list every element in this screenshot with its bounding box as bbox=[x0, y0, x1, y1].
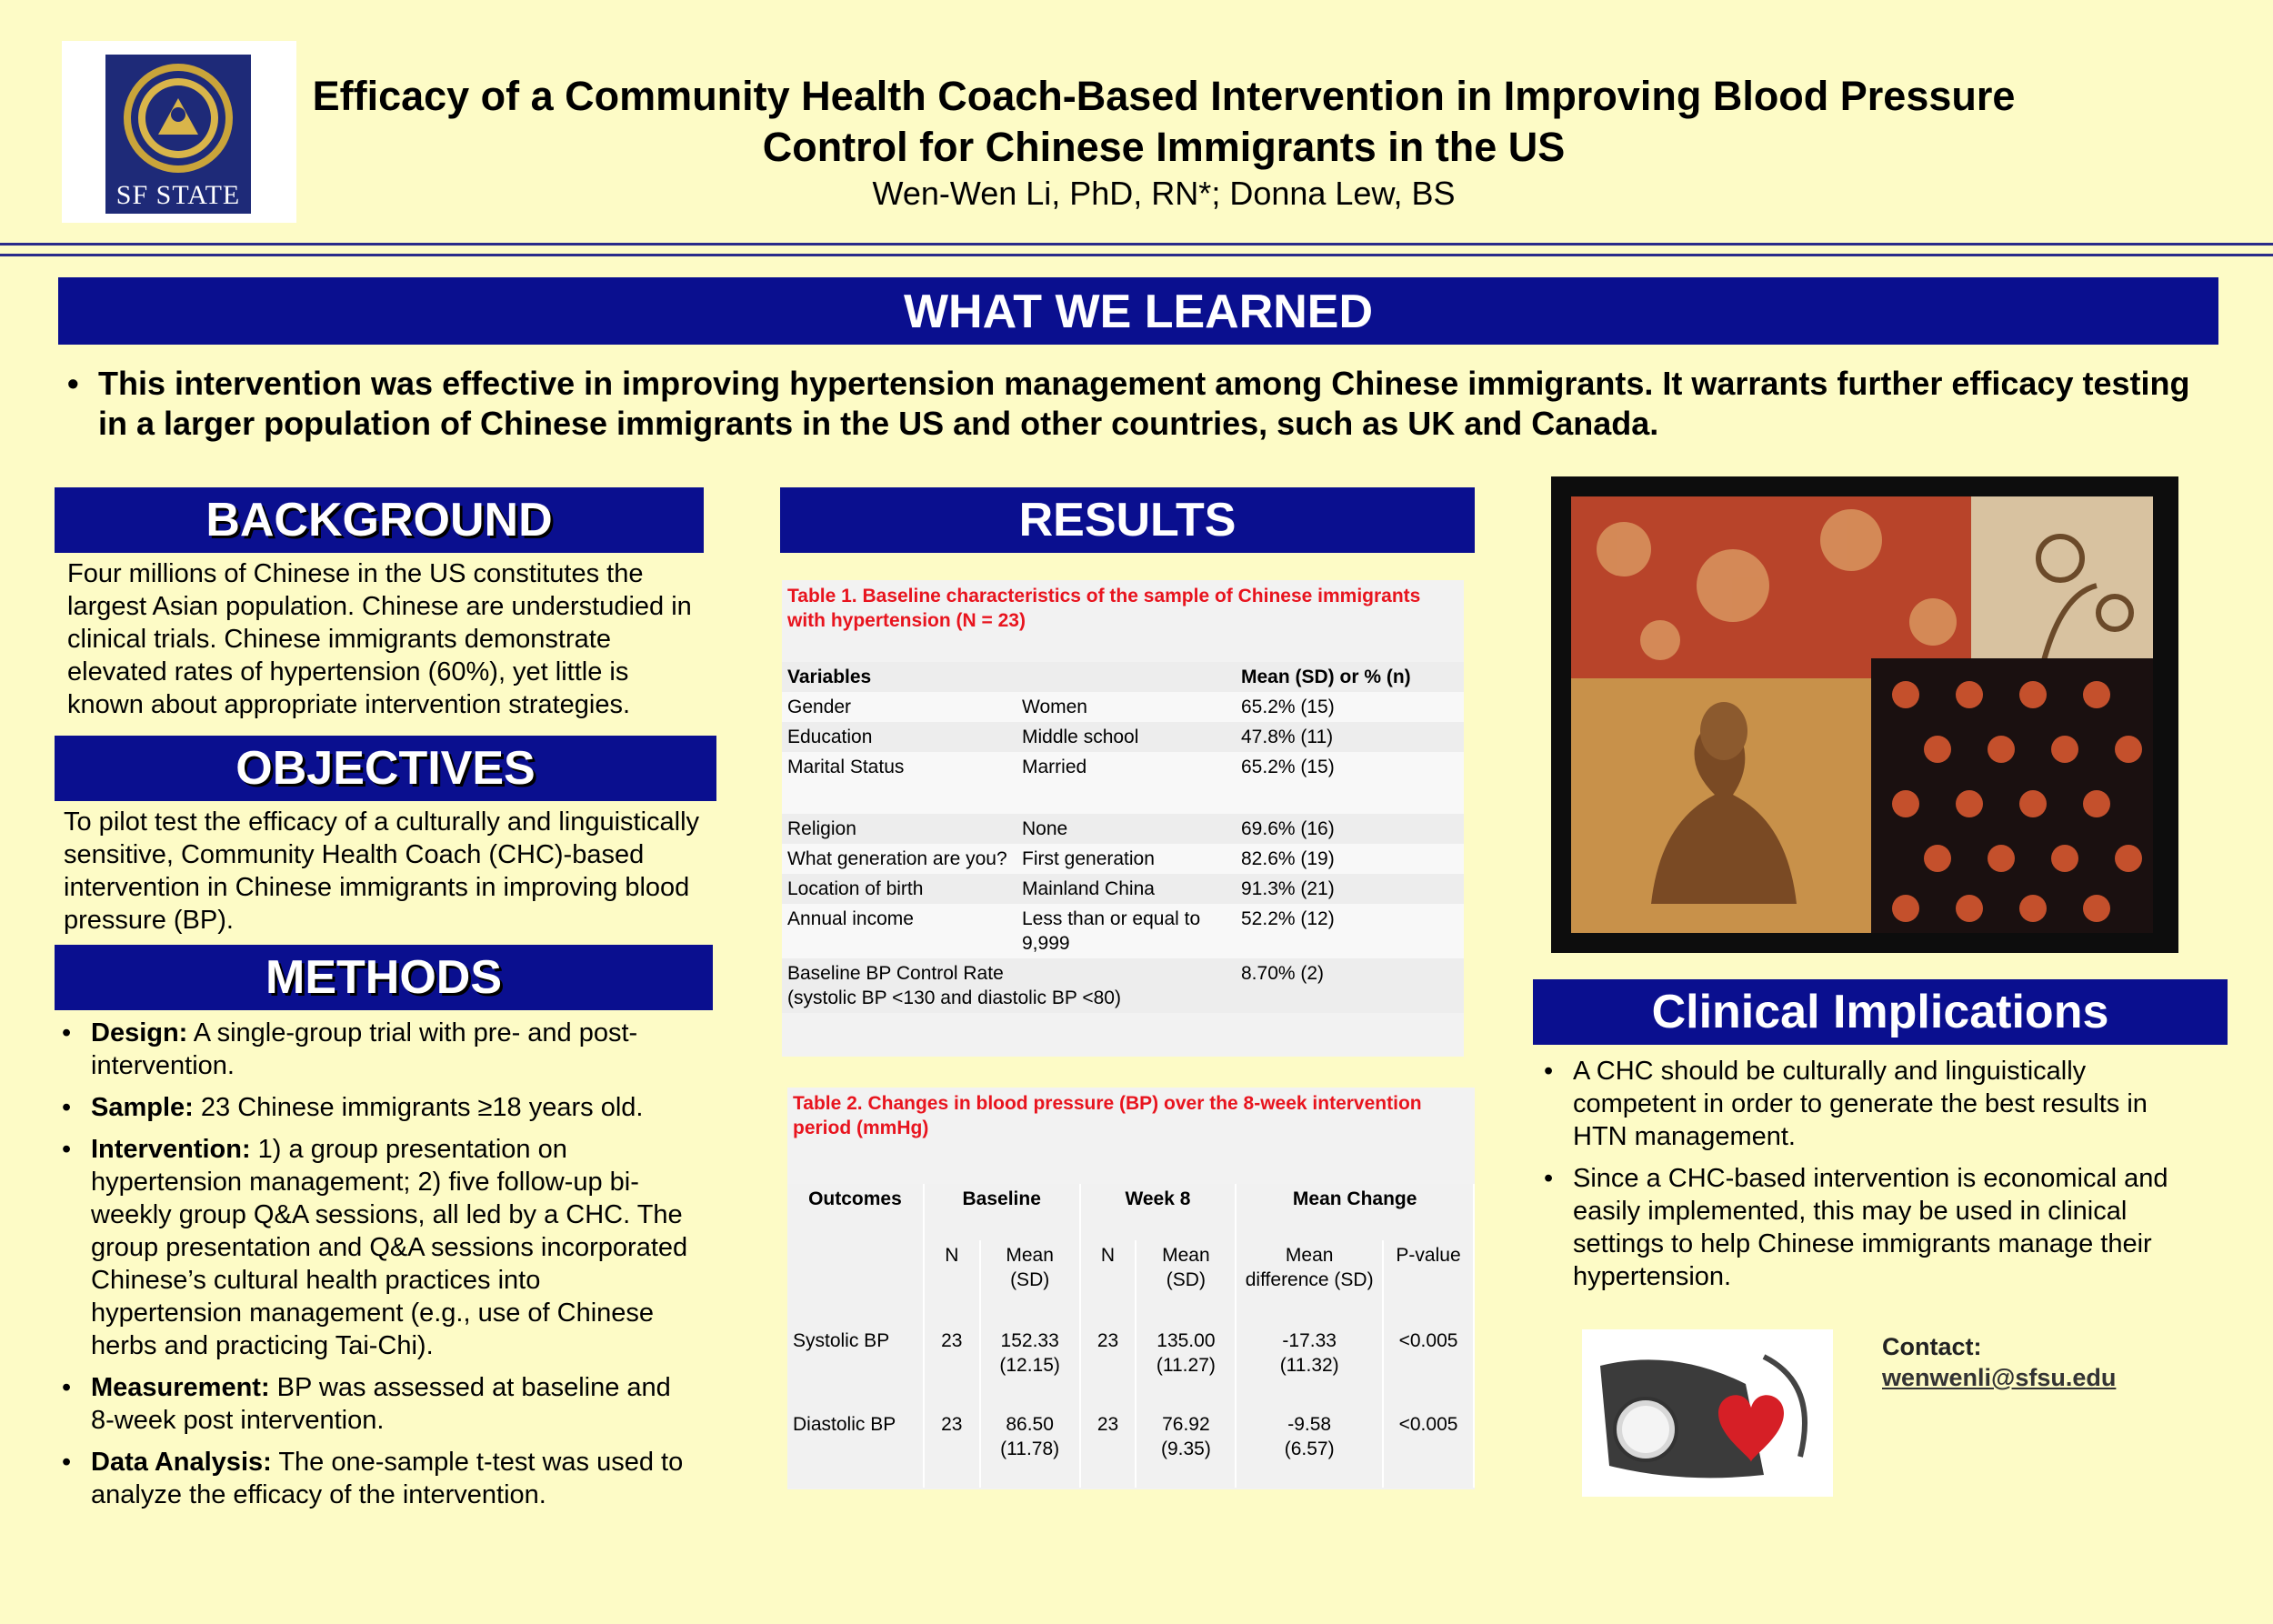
table-cell: 82.6% (19) bbox=[1236, 844, 1464, 874]
table-cell: 69.6% (16) bbox=[1236, 814, 1464, 844]
clinical-implications-heading: Clinical Implications bbox=[1533, 979, 2228, 1045]
methods-item-measurement: • Measurement: BP was assessed at baseline and 8-week post intervention. bbox=[55, 1371, 691, 1437]
table-cell: 91.3% (21) bbox=[1236, 874, 1464, 904]
what-we-learned-heading: WHAT WE LEARNED bbox=[58, 277, 2218, 345]
poster-authors: Wen-Wen Li, PhD, RN*; Donna Lew, BS bbox=[872, 175, 1456, 212]
clinical-item: • Since a CHC-based intervention is economical and easily implemented, this may be used in clinical settings to help Chinese immigrants manage their hypertension. bbox=[1537, 1162, 2200, 1293]
table-1 bbox=[782, 580, 1464, 1057]
table-row bbox=[782, 958, 1464, 1013]
methods-item-intervention: • Intervention: 1) a group presentation on hypertension management; 2) five follow-up bi-weekly group Q&A sessions, all led by a CHC. The group presentation and Q&A sessions incorporated Chinese’s cultural health practices into hypertension management (e.g., use of Chinese herbs and practicing Tai-Chi). bbox=[55, 1133, 691, 1362]
learned-list bbox=[60, 364, 2197, 453]
buddha-artwork-image bbox=[1551, 476, 2178, 953]
table-cell: <0.005 bbox=[1383, 1409, 1474, 1488]
table-cell: 52.2% (12) bbox=[1236, 904, 1464, 958]
table-cell bbox=[787, 1240, 924, 1326]
table-row bbox=[787, 1409, 1474, 1488]
university-seal-icon bbox=[122, 62, 235, 175]
table-1-header-variables: Variables bbox=[782, 662, 1236, 692]
methods-heading: METHODS bbox=[55, 945, 713, 1010]
methods-list bbox=[55, 1017, 691, 1520]
table-cell: First generation bbox=[1016, 844, 1236, 874]
table-cell: -9.58 (6.57) bbox=[1236, 1409, 1383, 1488]
table-cell: Mean Change bbox=[1236, 1184, 1474, 1240]
table-row bbox=[787, 1326, 1474, 1409]
background-heading: BACKGROUND bbox=[55, 487, 704, 553]
table-row bbox=[782, 904, 1464, 958]
table-row bbox=[782, 662, 1464, 692]
results-heading: RESULTS bbox=[780, 487, 1475, 553]
table-cell: 86.50 (11.78) bbox=[980, 1409, 1080, 1488]
methods-item-data-analysis: • Data Analysis: The one-sample t-test was used to analyze the efficacy of the intervention. bbox=[55, 1446, 691, 1511]
objectives-heading: OBJECTIVES bbox=[55, 736, 716, 801]
divider-line bbox=[0, 254, 2273, 256]
table-cell: Education bbox=[782, 722, 1016, 752]
table-cell: Middle school bbox=[1016, 722, 1236, 752]
table-cell: Less than or equal to 9,999 bbox=[1016, 904, 1236, 958]
table-row bbox=[782, 814, 1464, 844]
table-cell: Outcomes bbox=[787, 1184, 924, 1240]
table-cell: -17.33 (11.32) bbox=[1236, 1326, 1383, 1409]
table-cell: Baseline BP Control Rate (systolic BP <130 and diastolic BP <80) bbox=[782, 958, 1236, 1013]
table-cell: <0.005 bbox=[1383, 1326, 1474, 1409]
table-row bbox=[787, 1240, 1474, 1326]
table-cell: Mean difference (SD) bbox=[1236, 1240, 1383, 1326]
table-cell: 8.70% (2) bbox=[1236, 958, 1464, 1013]
table-cell: N bbox=[1080, 1240, 1136, 1326]
table-cell: Location of birth bbox=[782, 874, 1016, 904]
table-cell: 65.2% (15) bbox=[1236, 752, 1464, 814]
table-row bbox=[782, 752, 1464, 814]
table-cell: Religion bbox=[782, 814, 1016, 844]
table-1-grid bbox=[782, 662, 1464, 1013]
contact-email-link[interactable]: wenwenli@sfsu.edu bbox=[1882, 1364, 2117, 1391]
background-text: Four millions of Chinese in the US constitutes the largest Asian population. Chinese are understudied in clinical trials. Chinese immigrants demonstrate elevated rates of hypertension (60%), yet little is known about appropriate intervention strategies. bbox=[67, 559, 692, 719]
table-cell: Mean (SD) bbox=[1136, 1240, 1236, 1326]
table-row bbox=[782, 874, 1464, 904]
table-cell: Gender bbox=[782, 692, 1016, 722]
logo-panel bbox=[62, 41, 296, 223]
table-cell: 23 bbox=[924, 1409, 980, 1488]
table-cell: Diastolic BP bbox=[787, 1409, 924, 1488]
table-row bbox=[782, 692, 1464, 722]
table-cell: P-value bbox=[1383, 1240, 1474, 1326]
table-1-header-value: Mean (SD) or % (n) bbox=[1236, 662, 1464, 692]
divider-line bbox=[0, 243, 2273, 246]
table-cell: 23 bbox=[924, 1326, 980, 1409]
table-cell: Mainland China bbox=[1016, 874, 1236, 904]
objectives-text: To pilot test the efficacy of a culturally and linguistically sensitive, Community Health Coach (CHC)-based intervention in Chinese immigrants in improving blood pressure (BP). bbox=[64, 807, 700, 935]
learned-bullet: • This intervention was effective in improving hypertension management among Chinese immigrants. It warrants further efficacy testing in a larger population of Chinese immigrants in the US and other countries, such as UK and Canada. bbox=[60, 364, 2197, 444]
table-2 bbox=[787, 1088, 1475, 1489]
table-cell: Women bbox=[1016, 692, 1236, 722]
contact-label: Contact: bbox=[1882, 1333, 1982, 1360]
university-logo bbox=[105, 55, 251, 214]
table-cell: 65.2% (15) bbox=[1236, 692, 1464, 722]
clinical-list bbox=[1537, 1055, 2200, 1302]
sf-state-wordmark: SF STATE bbox=[115, 180, 241, 210]
poster-title: Efficacy of a Community Health Coach-Based Intervention in Improving Blood Pressure Control for Chinese Immigrants in the US bbox=[312, 73, 2016, 170]
table-cell: Annual income bbox=[782, 904, 1016, 958]
table-2-grid bbox=[787, 1184, 1475, 1488]
methods-item-sample: • Sample: 23 Chinese immigrants ≥18 years old. bbox=[55, 1091, 691, 1124]
table-cell: 47.8% (11) bbox=[1236, 722, 1464, 752]
table-cell: Married bbox=[1016, 752, 1236, 814]
table-row bbox=[782, 844, 1464, 874]
table-cell: 152.33 (12.15) bbox=[980, 1326, 1080, 1409]
table-cell: Mean (SD) bbox=[980, 1240, 1080, 1326]
table-1-caption: Table 1. Baseline characteristics of the sample of Chinese immigrants with hypertension (N = 23) bbox=[787, 586, 1421, 631]
methods-item-design: • Design: A single-group trial with pre- and post-intervention. bbox=[55, 1017, 691, 1082]
table-cell: 23 bbox=[1080, 1326, 1136, 1409]
table-cell: 135.00 (11.27) bbox=[1136, 1326, 1236, 1409]
table-cell: N bbox=[924, 1240, 980, 1326]
blood-pressure-heart-image bbox=[1582, 1329, 1833, 1497]
table-cell: None bbox=[1016, 814, 1236, 844]
table-cell: 23 bbox=[1080, 1409, 1136, 1488]
table-cell: Marital Status bbox=[782, 752, 1016, 814]
table-cell: Baseline bbox=[924, 1184, 1080, 1240]
table-cell: What generation are you? bbox=[782, 844, 1016, 874]
table-row bbox=[787, 1184, 1474, 1240]
clinical-item: • A CHC should be culturally and linguistically competent in order to generate the best results in HTN management. bbox=[1537, 1055, 2200, 1153]
table-2-caption: Table 2. Changes in blood pressure (BP) over the 8-week intervention period (mmHg) bbox=[793, 1093, 1422, 1138]
table-cell: 76.92 (9.35) bbox=[1136, 1409, 1236, 1488]
table-row bbox=[782, 722, 1464, 752]
table-cell: Week 8 bbox=[1080, 1184, 1237, 1240]
table-cell: Systolic BP bbox=[787, 1326, 924, 1409]
